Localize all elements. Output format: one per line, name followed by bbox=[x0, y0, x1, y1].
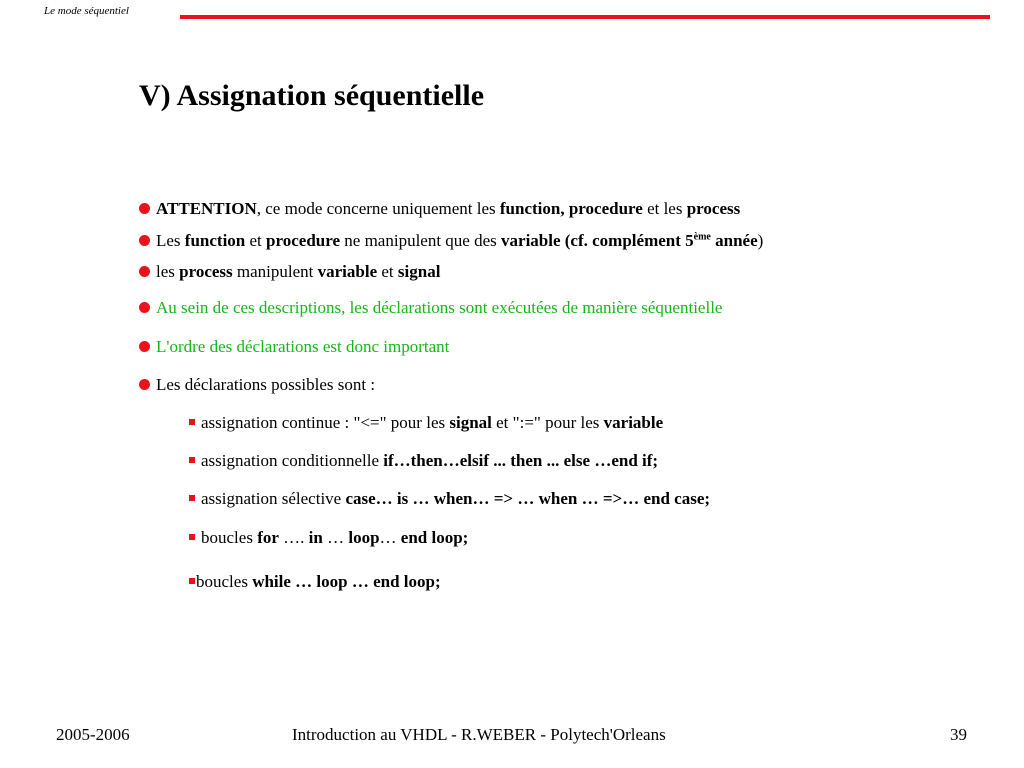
bullet-attention bbox=[139, 198, 740, 220]
text-run: if…then…elsif ... then ... else …end if; bbox=[383, 451, 659, 470]
text-run: assignation conditionnelle bbox=[201, 451, 384, 470]
header-label: Le mode séquentiel bbox=[44, 5, 129, 17]
sub-item-continuous-assignment bbox=[189, 412, 663, 434]
text-run: for bbox=[257, 528, 279, 547]
text-run: while … loop … end loop; bbox=[252, 572, 441, 591]
bullet-possible-declarations bbox=[139, 374, 375, 396]
text-run: assignation sélective bbox=[201, 489, 346, 508]
text-run: signal bbox=[397, 262, 441, 281]
footer-date: 2005-2006 bbox=[56, 725, 130, 744]
text-run: in bbox=[308, 528, 323, 547]
text-run: loop bbox=[348, 528, 380, 547]
text-run: … bbox=[322, 528, 349, 547]
text-run: process bbox=[686, 199, 741, 218]
text-run: ne manipulent que des bbox=[340, 231, 502, 250]
text-run: … bbox=[379, 528, 401, 547]
text-run: ATTENTION bbox=[156, 199, 257, 218]
text-run: assignation continue : "<=" pour les bbox=[201, 413, 450, 432]
text-run: année bbox=[710, 231, 758, 250]
text-run: function bbox=[184, 231, 246, 250]
sub-item-conditional-assignment bbox=[189, 450, 658, 472]
text-run: manipulent bbox=[232, 262, 318, 281]
text-run: variable bbox=[603, 413, 664, 432]
text-run: …. bbox=[278, 528, 309, 547]
text-run: variable (cf. complément 5 bbox=[501, 231, 694, 250]
slide-title: V) Assignation séquentielle bbox=[139, 79, 485, 112]
text-run: L'ordre des déclarations est donc important bbox=[156, 337, 450, 356]
red-circle-bullet-icon bbox=[139, 203, 150, 214]
bullet-process bbox=[139, 261, 440, 283]
red-square-bullet-icon bbox=[189, 457, 195, 463]
red-square-bullet-icon bbox=[189, 419, 195, 425]
text-run: Au sein de ces descriptions, les déclarations sont exécutées de manière séquentielle bbox=[156, 298, 723, 317]
sub-item-selective-assignment bbox=[189, 488, 710, 510]
red-circle-bullet-icon bbox=[139, 341, 150, 352]
red-square-bullet-icon bbox=[189, 495, 195, 501]
footer-page-number: 39 bbox=[950, 725, 967, 744]
footer-course-title: Introduction au VHDL - R.WEBER - Polytech'Orleans bbox=[292, 725, 666, 744]
sub-item-for-loop bbox=[189, 527, 468, 549]
text-run: et bbox=[245, 231, 267, 250]
text-run: et les bbox=[642, 199, 687, 218]
text-run: boucles bbox=[201, 528, 258, 547]
red-square-bullet-icon bbox=[189, 578, 195, 584]
text-run: function, procedure bbox=[499, 199, 643, 218]
text-run: les bbox=[156, 262, 180, 281]
header-rule bbox=[180, 15, 990, 19]
text-run: signal bbox=[449, 413, 492, 432]
red-circle-bullet-icon bbox=[139, 379, 150, 390]
text-run: ) bbox=[757, 231, 764, 250]
text-run: , ce mode concerne uniquement les bbox=[256, 199, 500, 218]
text-run: et ":=" pour les bbox=[491, 413, 604, 432]
text-run: case… is … when… => … when … =>… end case; bbox=[345, 489, 711, 508]
bullet-function-procedure bbox=[139, 230, 763, 252]
text-run: Les déclarations possibles sont : bbox=[156, 375, 376, 394]
red-circle-bullet-icon bbox=[139, 235, 150, 246]
text-run: et bbox=[377, 262, 398, 281]
superscript-text: ème bbox=[693, 231, 711, 243]
bullet-sequential-execution bbox=[139, 297, 722, 319]
red-circle-bullet-icon bbox=[139, 266, 150, 277]
text-run: end loop; bbox=[400, 528, 469, 547]
text-run: Les bbox=[156, 231, 185, 250]
text-run: procedure bbox=[266, 231, 341, 250]
text-run: variable bbox=[317, 262, 378, 281]
sub-item-while-loop bbox=[189, 571, 441, 593]
text-run: process bbox=[179, 262, 233, 281]
red-square-bullet-icon bbox=[189, 534, 195, 540]
bullet-order-important bbox=[139, 336, 449, 358]
text-run: boucles bbox=[196, 572, 253, 591]
red-circle-bullet-icon bbox=[139, 302, 150, 313]
